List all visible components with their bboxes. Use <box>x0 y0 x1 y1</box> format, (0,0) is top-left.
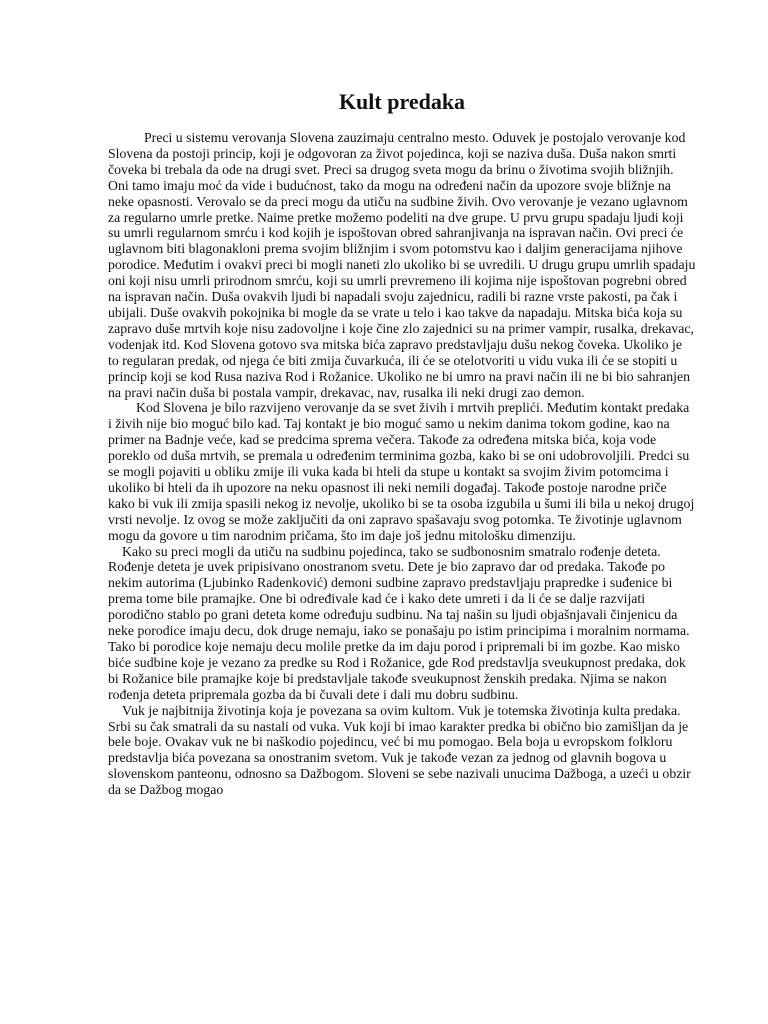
paragraph-1: Preci u sistemu verovanja Slovena zauzimaju centralno mesto. Oduvek je postojalo verovanje kod Slovena da postoji princip, koji je odgovoran za život pojedinca, koji se naziva duša. Duša nakon smrti čoveka bi trebala da ode na drugi svet. Preci sa drugog sveta mogu da brinu o životima svojih bližnjih. Oni tamo imaju moć da vide i budućnost, tako da mogu na određeni način da upozore svoje bližnje na neke opasnosti. Verovalo se da preci mogu da utiču na sudbine živih. Ovo verovanje je vezano uglavnom za regularno umrle pretke. Naime pretke možemo podeliti na dve grupe. U prvu grupu spadaju ljudi koji su umrli regularnom smrću i kod kojih je ispoštovan obred sahranjivanja na ispravan način. Ovi preci će uglavnom biti blagonakloni prema svojim bližnjim i svom potomstvu kao i daljim generacijama njihove porodice. Međutim i ovakvi preci bi mogli naneti zlo ukoliko bi se uvredili. U drugu grupu umrlih spadaju oni koji nisu umrli prirodnom smrću, koji su umrli prevremeno ili kojima nije ispoštovan pogrebni obred na ispravan način. Duša ovakvih ljudi bi napadali svoju zajednicu, radili bi razne vrste pakosti, pa čak i ubijali. Duše ovakvih pokojnika bi mogle da se vrate u telo i kao takve da napadaju. Mitska bića koja su zapravo duše mrtvih koje nisu zadovoljne i koje čine zlo zajednici su na primer vampir, rusalka, drekavac, vodenjak itd. Kod Slovena gotovo sva mitska bića zapravo predstavljaju dušu nekog čoveka. Ukoliko je to regularan predak, od njega će biti zmija čuvarkuća, ili će se otelotvoriti u vidu vuka ili će se stopiti u princip koji se kod Rusa naziva Rod i Rožanice. Ukoliko ne bi umro na pravi način ili ne bi bio sahranjen na pravi način duša bi postala vampir, drekavac, nav, rusalka ili neki drugi zao demon. <box>108 130 696 400</box>
paragraph-2: Kod Slovena je bilo razvijeno verovanje da se svet živih i mrtvih preplići. Međutim kontakt predaka i živih nije bio moguć bilo kad. Taj kontakt je bio moguć samo u nekim danima tokom godine, kao na primer na Badnje veće, kad se predcima sprema večera. Takođe za određena mitska bića, koja vode poreklo od duša mrtvih, se premala u određenim terminima gozba, kako bi se oni udobrovoljili. Predci su se mogli pojaviti u obliku zmije ili vuka kada bi hteli da stupe u kontakt sa svojim živim potomcima i ukoliko bi hteli da ih upozore na neku opasnost ili neki nemili događaj. Takođe postoje narodne priče kako bi vuk ili zmija spasili nekog iz nevolje, ukoliko bi se ta osoba izgubila u šumi ili bila u nekoj drugoj vrsti nevolje. Iz ovog se može zaključiti da oni zapravo spašavaju svog potomka. Te životinje uglavnom mogu da govore u tim narodnim pričama, što im daje još jednu mitološku dimenziju. <box>108 400 695 543</box>
document-title: Kult predaka <box>338 89 466 114</box>
paragraph-4: Vuk je najbitnija životinja koja je povezana sa ovim kultom. Vuk je totemska životinja kulta predaka. Srbi su čak smatrali da su nastali od vuka. Vuk koji bi imao karakter predka bi obično bio zamišljan da je bele boje. Ovakav vuk ne bi naškodio pojedincu, već bi mu pomogao. Bela boja u evropskom folkloru predstavlja bića povezana sa onostranim svetom. Vuk je takođe vezan za jednog od glavnih bogova u slovenskom panteonu, odnosno sa Dažbogom. Sloveni se sebe nazivali unucima Dažboga, a uzeći u obzir da se Dažbog mogao <box>108 702 691 798</box>
document-page <box>108 88 696 798</box>
paragraph-3: Kako su preci mogli da utiču na sudbinu pojedinca, tako se sudbonosnim smatralo rođenje deteta. Rođenje deteta je uvek pripisivano onostranom svetu. Dete je bio zapravo dar od predaka. Takođe po nekim autorima (Ljubinko Radenković) demoni sudbine zapravo predstavljaju prapredke i suđenice bi prema tome bile pramajke. One bi određivale kad će i kako dete umreti i da li će se dalje razvijati porodično stablo po grani deteta kome određuju sudbinu. Na taj našin su ljudi objašnjavali činjenicu da neke porodice imaju decu, dok druge nemaju, iako se ponašaju po istim principima i moralnim normama. Tako bi porodice koje nemaju decu molile pretke da im daju porod i pripremali bi im gozbe. Kao misko biće sudbine koje je vezano za predke su Rod i Rožanice, gde Rod predstavlja sveukupnost predaka, dok bi Rožanice bile pramajke koje bi predstavljale takođe sveukupnost ženskih predaka. Njima se nakon rođenja deteta pripremala gozba da bi čuvali dete i dali mu dobru sudbinu. <box>108 543 690 702</box>
